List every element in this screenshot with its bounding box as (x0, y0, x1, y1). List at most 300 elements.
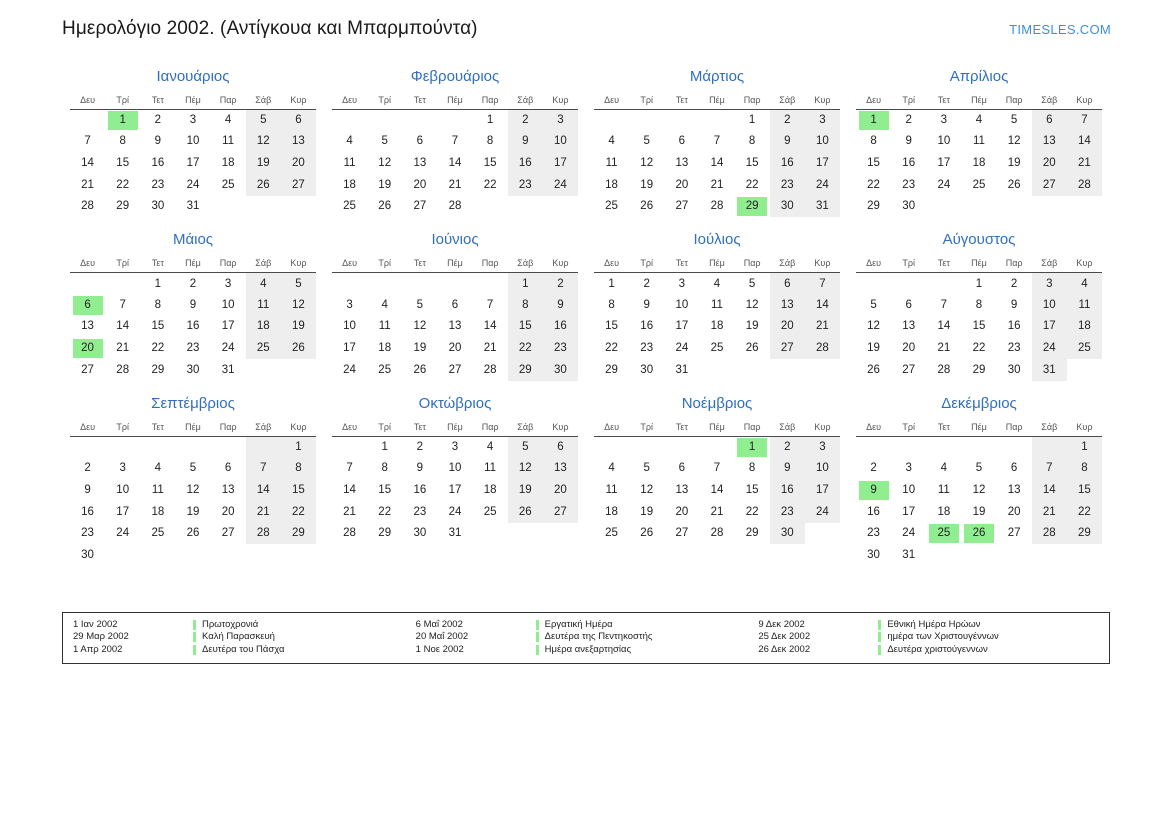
day-cell[interactable] (961, 131, 996, 153)
day-cell[interactable] (508, 316, 543, 338)
day-cell[interactable] (594, 153, 629, 175)
day-cell[interactable] (367, 480, 402, 502)
day-cell[interactable] (594, 480, 629, 502)
day-cell[interactable] (856, 316, 891, 338)
day-cell[interactable] (1067, 316, 1102, 338)
day-cell[interactable] (891, 458, 926, 480)
day-cell[interactable] (332, 359, 367, 381)
day-cell[interactable] (437, 458, 472, 480)
day-cell[interactable] (246, 523, 281, 545)
day-cell[interactable] (367, 359, 402, 381)
day-cell[interactable] (105, 153, 140, 175)
day-cell[interactable] (332, 316, 367, 338)
day-cell[interactable] (175, 359, 210, 381)
day-cell[interactable] (770, 480, 805, 502)
day-cell[interactable] (664, 501, 699, 523)
day-cell[interactable] (281, 153, 316, 175)
day-cell[interactable] (281, 295, 316, 317)
day-cell[interactable] (856, 480, 891, 502)
day-cell[interactable] (926, 153, 961, 175)
day-cell[interactable] (211, 295, 246, 317)
day-cell[interactable] (367, 196, 402, 218)
day-cell[interactable] (664, 295, 699, 317)
day-cell[interactable] (1067, 110, 1102, 132)
day-cell[interactable] (1032, 338, 1067, 360)
day-cell[interactable] (961, 153, 996, 175)
day-cell[interactable] (997, 110, 1032, 132)
day-cell[interactable] (805, 153, 840, 175)
day-cell[interactable] (594, 174, 629, 196)
day-cell[interactable] (856, 174, 891, 196)
day-cell[interactable] (735, 523, 770, 545)
day-cell[interactable] (926, 523, 961, 545)
day-cell[interactable] (997, 458, 1032, 480)
day-cell[interactable] (70, 295, 105, 317)
day-cell[interactable] (140, 131, 175, 153)
day-cell[interactable] (211, 523, 246, 545)
day-cell[interactable] (997, 153, 1032, 175)
day-cell[interactable] (629, 295, 664, 317)
day-cell[interactable] (735, 295, 770, 317)
day-cell[interactable] (735, 273, 770, 295)
day-cell[interactable] (735, 196, 770, 218)
day-cell[interactable] (856, 458, 891, 480)
day-cell[interactable] (140, 359, 175, 381)
day-cell[interactable] (1067, 436, 1102, 458)
day-cell[interactable] (105, 174, 140, 196)
day-cell[interactable] (70, 480, 105, 502)
day-cell[interactable] (594, 295, 629, 317)
day-cell[interactable] (997, 338, 1032, 360)
day-cell[interactable] (70, 131, 105, 153)
day-cell[interactable] (629, 480, 664, 502)
day-cell[interactable] (367, 131, 402, 153)
day-cell[interactable] (473, 338, 508, 360)
day-cell[interactable] (805, 174, 840, 196)
day-cell[interactable] (140, 153, 175, 175)
day-cell[interactable] (735, 316, 770, 338)
day-cell[interactable] (175, 338, 210, 360)
day-cell[interactable] (1032, 153, 1067, 175)
day-cell[interactable] (367, 501, 402, 523)
day-cell[interactable] (543, 436, 578, 458)
day-cell[interactable] (246, 174, 281, 196)
day-cell[interactable] (891, 295, 926, 317)
day-cell[interactable] (1032, 316, 1067, 338)
day-cell[interactable] (664, 359, 699, 381)
day-cell[interactable] (211, 131, 246, 153)
day-cell[interactable] (1032, 501, 1067, 523)
day-cell[interactable] (699, 316, 734, 338)
day-cell[interactable] (699, 295, 734, 317)
day-cell[interactable] (437, 196, 472, 218)
day-cell[interactable] (140, 458, 175, 480)
day-cell[interactable] (175, 174, 210, 196)
day-cell[interactable] (175, 273, 210, 295)
day-cell[interactable] (1067, 295, 1102, 317)
day-cell[interactable] (246, 131, 281, 153)
day-cell[interactable] (367, 153, 402, 175)
day-cell[interactable] (246, 295, 281, 317)
day-cell[interactable] (961, 316, 996, 338)
day-cell[interactable] (629, 338, 664, 360)
day-cell[interactable] (140, 316, 175, 338)
day-cell[interactable] (508, 153, 543, 175)
day-cell[interactable] (402, 338, 437, 360)
day-cell[interactable] (140, 174, 175, 196)
day-cell[interactable] (770, 501, 805, 523)
day-cell[interactable] (367, 523, 402, 545)
day-cell[interactable] (997, 131, 1032, 153)
day-cell[interactable] (473, 359, 508, 381)
day-cell[interactable] (402, 458, 437, 480)
day-cell[interactable] (961, 523, 996, 545)
day-cell[interactable] (175, 316, 210, 338)
day-cell[interactable] (332, 501, 367, 523)
day-cell[interactable] (70, 458, 105, 480)
day-cell[interactable] (629, 273, 664, 295)
day-cell[interactable] (105, 523, 140, 545)
day-cell[interactable] (735, 174, 770, 196)
day-cell[interactable] (543, 316, 578, 338)
day-cell[interactable] (856, 295, 891, 317)
day-cell[interactable] (594, 273, 629, 295)
day-cell[interactable] (402, 501, 437, 523)
day-cell[interactable] (735, 153, 770, 175)
day-cell[interactable] (699, 273, 734, 295)
day-cell[interactable] (332, 131, 367, 153)
day-cell[interactable] (1067, 338, 1102, 360)
day-cell[interactable] (961, 338, 996, 360)
day-cell[interactable] (543, 153, 578, 175)
day-cell[interactable] (926, 458, 961, 480)
day-cell[interactable] (543, 480, 578, 502)
day-cell[interactable] (367, 295, 402, 317)
day-cell[interactable] (805, 458, 840, 480)
day-cell[interactable] (281, 501, 316, 523)
day-cell[interactable] (856, 196, 891, 218)
day-cell[interactable] (926, 359, 961, 381)
day-cell[interactable] (926, 316, 961, 338)
day-cell[interactable] (105, 338, 140, 360)
day-cell[interactable] (281, 273, 316, 295)
day-cell[interactable] (961, 359, 996, 381)
day-cell[interactable] (594, 131, 629, 153)
day-cell[interactable] (543, 110, 578, 132)
day-cell[interactable] (961, 501, 996, 523)
day-cell[interactable] (594, 196, 629, 218)
day-cell[interactable] (664, 153, 699, 175)
day-cell[interactable] (473, 480, 508, 502)
day-cell[interactable] (508, 480, 543, 502)
day-cell[interactable] (770, 436, 805, 458)
day-cell[interactable] (629, 174, 664, 196)
day-cell[interactable] (211, 480, 246, 502)
day-cell[interactable] (664, 480, 699, 502)
day-cell[interactable] (735, 458, 770, 480)
brand-link[interactable]: TIMESLES.COM (1009, 22, 1111, 37)
day-cell[interactable] (175, 458, 210, 480)
day-cell[interactable] (961, 273, 996, 295)
day-cell[interactable] (1067, 523, 1102, 545)
day-cell[interactable] (140, 338, 175, 360)
day-cell[interactable] (402, 295, 437, 317)
day-cell[interactable] (856, 523, 891, 545)
day-cell[interactable] (473, 436, 508, 458)
day-cell[interactable] (735, 436, 770, 458)
day-cell[interactable] (629, 523, 664, 545)
day-cell[interactable] (770, 196, 805, 218)
day-cell[interactable] (891, 174, 926, 196)
day-cell[interactable] (926, 480, 961, 502)
day-cell[interactable] (508, 273, 543, 295)
day-cell[interactable] (543, 501, 578, 523)
day-cell[interactable] (770, 458, 805, 480)
day-cell[interactable] (699, 174, 734, 196)
day-cell[interactable] (508, 174, 543, 196)
day-cell[interactable] (70, 523, 105, 545)
day-cell[interactable] (402, 153, 437, 175)
day-cell[interactable] (1032, 523, 1067, 545)
day-cell[interactable] (246, 338, 281, 360)
day-cell[interactable] (175, 523, 210, 545)
day-cell[interactable] (1067, 501, 1102, 523)
day-cell[interactable] (508, 131, 543, 153)
day-cell[interactable] (246, 501, 281, 523)
day-cell[interactable] (699, 458, 734, 480)
day-cell[interactable] (281, 338, 316, 360)
day-cell[interactable] (332, 458, 367, 480)
day-cell[interactable] (699, 153, 734, 175)
day-cell[interactable] (211, 501, 246, 523)
day-cell[interactable] (175, 196, 210, 218)
day-cell[interactable] (805, 436, 840, 458)
day-cell[interactable] (926, 110, 961, 132)
day-cell[interactable] (105, 196, 140, 218)
day-cell[interactable] (105, 110, 140, 132)
day-cell[interactable] (1067, 153, 1102, 175)
day-cell[interactable] (246, 273, 281, 295)
day-cell[interactable] (1067, 458, 1102, 480)
day-cell[interactable] (1032, 131, 1067, 153)
day-cell[interactable] (594, 316, 629, 338)
day-cell[interactable] (367, 458, 402, 480)
day-cell[interactable] (961, 458, 996, 480)
day-cell[interactable] (699, 480, 734, 502)
day-cell[interactable] (105, 131, 140, 153)
day-cell[interactable] (664, 174, 699, 196)
day-cell[interactable] (735, 480, 770, 502)
day-cell[interactable] (211, 359, 246, 381)
day-cell[interactable] (281, 523, 316, 545)
day-cell[interactable] (473, 501, 508, 523)
day-cell[interactable] (175, 110, 210, 132)
day-cell[interactable] (1032, 480, 1067, 502)
day-cell[interactable] (175, 501, 210, 523)
day-cell[interactable] (70, 316, 105, 338)
day-cell[interactable] (437, 436, 472, 458)
day-cell[interactable] (856, 110, 891, 132)
day-cell[interactable] (473, 131, 508, 153)
day-cell[interactable] (543, 131, 578, 153)
day-cell[interactable] (770, 523, 805, 545)
day-cell[interactable] (664, 316, 699, 338)
day-cell[interactable] (437, 501, 472, 523)
day-cell[interactable] (70, 338, 105, 360)
day-cell[interactable] (70, 544, 105, 566)
day-cell[interactable] (543, 174, 578, 196)
day-cell[interactable] (735, 110, 770, 132)
day-cell[interactable] (246, 110, 281, 132)
day-cell[interactable] (332, 196, 367, 218)
day-cell[interactable] (332, 523, 367, 545)
day-cell[interactable] (281, 480, 316, 502)
day-cell[interactable] (805, 338, 840, 360)
day-cell[interactable] (856, 338, 891, 360)
day-cell[interactable] (473, 153, 508, 175)
day-cell[interactable] (770, 174, 805, 196)
day-cell[interactable] (594, 458, 629, 480)
day-cell[interactable] (997, 501, 1032, 523)
day-cell[interactable] (891, 501, 926, 523)
day-cell[interactable] (246, 480, 281, 502)
day-cell[interactable] (770, 295, 805, 317)
day-cell[interactable] (402, 436, 437, 458)
day-cell[interactable] (437, 359, 472, 381)
day-cell[interactable] (891, 523, 926, 545)
day-cell[interactable] (699, 131, 734, 153)
day-cell[interactable] (629, 196, 664, 218)
day-cell[interactable] (926, 131, 961, 153)
day-cell[interactable] (856, 131, 891, 153)
day-cell[interactable] (1067, 131, 1102, 153)
day-cell[interactable] (1032, 359, 1067, 381)
day-cell[interactable] (402, 523, 437, 545)
day-cell[interactable] (437, 338, 472, 360)
day-cell[interactable] (770, 273, 805, 295)
day-cell[interactable] (70, 501, 105, 523)
day-cell[interactable] (961, 480, 996, 502)
day-cell[interactable] (543, 359, 578, 381)
day-cell[interactable] (246, 153, 281, 175)
day-cell[interactable] (664, 523, 699, 545)
day-cell[interactable] (770, 316, 805, 338)
day-cell[interactable] (629, 316, 664, 338)
day-cell[interactable] (332, 480, 367, 502)
day-cell[interactable] (770, 110, 805, 132)
day-cell[interactable] (805, 501, 840, 523)
day-cell[interactable] (140, 480, 175, 502)
day-cell[interactable] (805, 316, 840, 338)
day-cell[interactable] (891, 153, 926, 175)
day-cell[interactable] (473, 110, 508, 132)
day-cell[interactable] (140, 523, 175, 545)
day-cell[interactable] (332, 295, 367, 317)
day-cell[interactable] (805, 295, 840, 317)
day-cell[interactable] (70, 359, 105, 381)
day-cell[interactable] (473, 295, 508, 317)
day-cell[interactable] (594, 501, 629, 523)
day-cell[interactable] (332, 338, 367, 360)
day-cell[interactable] (402, 316, 437, 338)
day-cell[interactable] (508, 359, 543, 381)
day-cell[interactable] (437, 295, 472, 317)
day-cell[interactable] (699, 338, 734, 360)
day-cell[interactable] (1032, 110, 1067, 132)
day-cell[interactable] (105, 458, 140, 480)
day-cell[interactable] (140, 110, 175, 132)
day-cell[interactable] (508, 501, 543, 523)
day-cell[interactable] (211, 458, 246, 480)
day-cell[interactable] (140, 295, 175, 317)
day-cell[interactable] (594, 338, 629, 360)
day-cell[interactable] (281, 458, 316, 480)
day-cell[interactable] (281, 174, 316, 196)
day-cell[interactable] (770, 338, 805, 360)
day-cell[interactable] (856, 153, 891, 175)
day-cell[interactable] (1032, 174, 1067, 196)
day-cell[interactable] (1067, 480, 1102, 502)
day-cell[interactable] (437, 316, 472, 338)
day-cell[interactable] (699, 196, 734, 218)
day-cell[interactable] (508, 338, 543, 360)
day-cell[interactable] (211, 316, 246, 338)
day-cell[interactable] (543, 338, 578, 360)
day-cell[interactable] (594, 523, 629, 545)
day-cell[interactable] (543, 295, 578, 317)
day-cell[interactable] (961, 174, 996, 196)
day-cell[interactable] (735, 501, 770, 523)
day-cell[interactable] (805, 131, 840, 153)
day-cell[interactable] (140, 273, 175, 295)
day-cell[interactable] (175, 131, 210, 153)
day-cell[interactable] (508, 458, 543, 480)
day-cell[interactable] (70, 196, 105, 218)
day-cell[interactable] (140, 501, 175, 523)
day-cell[interactable] (543, 458, 578, 480)
day-cell[interactable] (211, 174, 246, 196)
day-cell[interactable] (891, 544, 926, 566)
day-cell[interactable] (473, 458, 508, 480)
day-cell[interactable] (664, 273, 699, 295)
day-cell[interactable] (402, 359, 437, 381)
day-cell[interactable] (926, 501, 961, 523)
day-cell[interactable] (175, 153, 210, 175)
day-cell[interactable] (367, 338, 402, 360)
day-cell[interactable] (1032, 295, 1067, 317)
day-cell[interactable] (856, 501, 891, 523)
day-cell[interactable] (1032, 273, 1067, 295)
day-cell[interactable] (997, 480, 1032, 502)
day-cell[interactable] (997, 174, 1032, 196)
day-cell[interactable] (961, 295, 996, 317)
day-cell[interactable] (629, 153, 664, 175)
day-cell[interactable] (332, 153, 367, 175)
day-cell[interactable] (281, 316, 316, 338)
day-cell[interactable] (211, 338, 246, 360)
day-cell[interactable] (140, 196, 175, 218)
day-cell[interactable] (70, 153, 105, 175)
day-cell[interactable] (664, 458, 699, 480)
day-cell[interactable] (629, 359, 664, 381)
day-cell[interactable] (856, 544, 891, 566)
day-cell[interactable] (629, 501, 664, 523)
day-cell[interactable] (699, 523, 734, 545)
day-cell[interactable] (961, 110, 996, 132)
day-cell[interactable] (246, 458, 281, 480)
day-cell[interactable] (926, 338, 961, 360)
day-cell[interactable] (281, 436, 316, 458)
